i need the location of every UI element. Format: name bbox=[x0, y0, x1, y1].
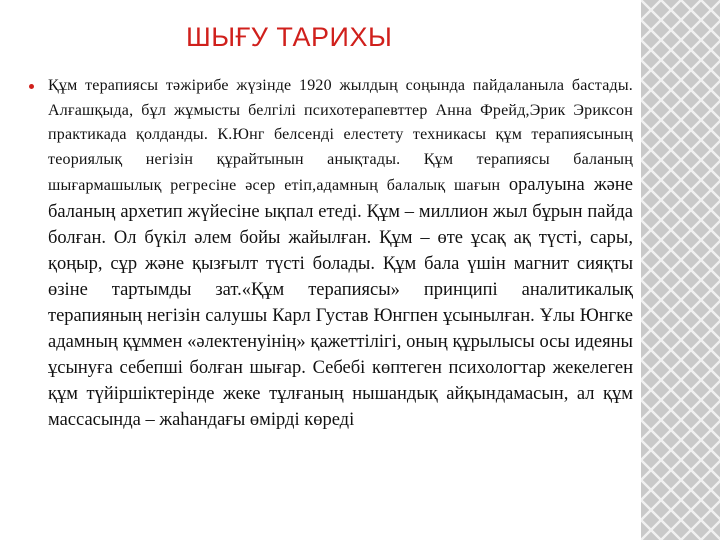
body-paragraph bbox=[48, 74, 633, 433]
slide-title: ШЫҒУ ТАРИХЫ bbox=[186, 22, 393, 52]
bullet-icon bbox=[29, 84, 34, 89]
body-text-small: Құм терапиясы тәжірибе жүзінде 1920 жылдың соңында пайдаланыла бастады. Алғашқыда, бұл жұмысты белгілі психотерапевттер Анна Фрейд,Эрик Эриксон практикада қолданды. К.Юнг белсенді елестету техникасы құм терапиясының теориялық негізін құрайтынын анықтады. Құм терапиясы баланың шығармашылық регресіне әсер етіп,адамның балалық шағын bbox=[48, 77, 633, 194]
body-text-large: оралуына және баланың архетип жүйесіне ықпал етеді. Құм – миллион жыл бұрын пайда болған. Ол бүкіл әлем бойы жайылған. Құм – өте ұсақ ақ түсті, сары, қоңыр, сұр және қызғылт түсті болады. Құм бала үшін магнит сияқты өзіне тартымды зат.«Құм терапиясы» принципі аналитикалық терапияның негізін салушы Карл Густав Юнгпен ұсынылған. Ұлы Юнгке адамның құммен «әлектенуінің» қажеттілігі, оның құрылысы осы идеяны ұсынуға себепші болған шығар. Себебі көптеген психологтар жекелеген құм түйіршіктерінде жеке тұлғаның нышандық айқындамасын, ал құм массасында – жаһандағы өмірді көреді bbox=[48, 175, 633, 430]
decorative-pattern-strip bbox=[641, 0, 720, 540]
